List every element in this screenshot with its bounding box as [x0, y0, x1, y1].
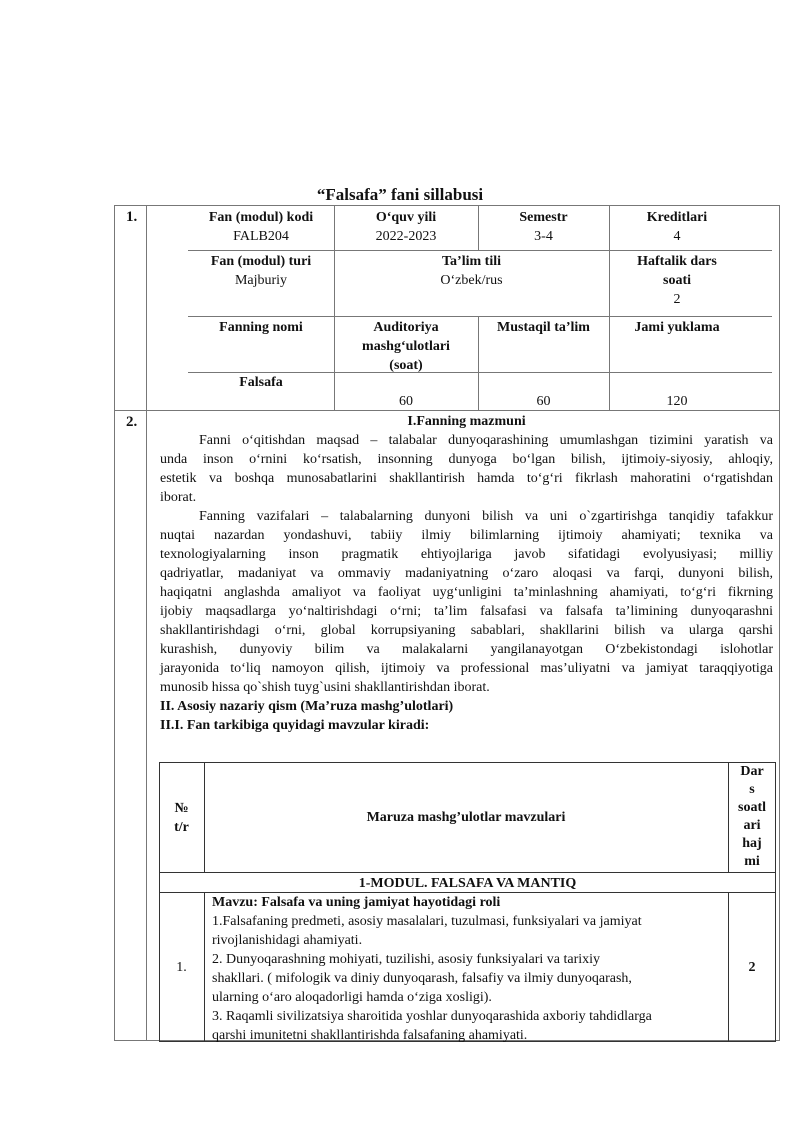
- column-header-number: № t/r: [174, 801, 189, 835]
- document-title: “Falsafa” fani sillabusi: [316, 185, 484, 204]
- tasks-paragraph: Fanning vazifalari – talabalarning dunyoni bilish va uni o`zgartirishga tanqidiy tafakkur nuqtai nazardan yondashuvi, tabiiy ilmiy bilimlarning ijtimoiy ahamiyati; texnika va texnologiyalarning inson pragmatik ehtiyojlariga javob sifatidagi evolyusiyasi; milliy qadriyatlar, madaniyat va ommaviy madaniyatning o‘zaro aloqasi va farqi, dunyoni bilish, haqiqatni anglashda amaliyot va faoliyat uyg‘unligini ta’minlashning ahamiyati, to‘g‘ri fikrning ijobiy maqsadlarga yo‘naltirishdagi o‘rni; ta’lim falsafasi va falsafa ta’limining dunyoqarashni shakllantirishdagi o‘rni, global korrupsiyaning sabablari, shakllarini bilish va ularga qarshi kurashish, dunyoviy bilim va malakalarni yangilanayotgan O‘zbekistondagi islohotlar jarayonida to‘liq namoyon qilish, ijtimoiy va professional mas’uliyatni va jamiyat taraqqiyotiga munosib hissa qo`shish tuyg`usini shakllantirishdan iborat.: [160, 509, 773, 695]
- column-header-hours: Dar s soatl ari haj mi: [738, 764, 766, 869]
- topic-title: Mavzu: Falsafa va uning jamiyat hayotidagi roli: [212, 895, 501, 910]
- type-cell: [188, 252, 334, 290]
- topic-hours: 2: [748, 960, 756, 975]
- weekly-hours-label: Haftalik dars: [637, 254, 717, 269]
- number-column-divider: [146, 205, 147, 1041]
- topics-subheading: II.I. Fan tarkibiga quyidagi mavzular kiradi:: [160, 718, 430, 733]
- auditorium-value: 60: [399, 394, 413, 409]
- module-title: 1-MODUL. FALSAFA VA MANTIQ: [358, 876, 577, 891]
- section-2-number: 2.: [126, 414, 138, 430]
- code-value: FALB204: [233, 229, 289, 244]
- column-header-topic: Maruza mashg’ulotlar mavzulari: [366, 810, 566, 825]
- subject-name-header: Fanning nomi: [219, 320, 303, 335]
- topic-content: Mavzu: Falsafa va uning jamiyat hayotidagi roli 1.Falsafaning predmeti, asosiy masalalari, tuzulmasi, funksiyalari va jamiyat rivojlanishidagi ahamiyati. 2. Dunyoqarashning mohiyati, tuzilishi, asosiy funksiyalari va tarixiy shakllari. ( mifologik va diniy dunyoqarash, falsafiy va ilmiy dunyoqarash, ularning o‘aro aloqadorligi hamda o‘ziga xosligi). 3. Raqamli sivilizatsiya sharoitida yoshlar dunyoqarashida axboriy tahdidlarga qarshi imunitetni shakllantirishda falsafaning ahamiyati.: [212, 893, 726, 1045]
- year-value: 2022-2023: [375, 229, 437, 244]
- auditorium-header: Auditoriya mashg‘ulotlari (soat): [362, 320, 450, 373]
- semester-cell: [478, 208, 609, 246]
- content-heading: I.Fanning mazmuni: [407, 414, 526, 429]
- code-label: Fan (modul) kodi: [208, 210, 314, 225]
- year-cell: [334, 208, 478, 246]
- language-cell: [334, 252, 609, 290]
- section-1-number: 1.: [126, 209, 138, 225]
- semester-label: Semestr: [519, 210, 568, 225]
- theory-subheading: II. Asosiy nazariy qism (Ma’ruza mashg’ulotlari): [160, 699, 454, 714]
- total-load-header: Jami yuklama: [634, 320, 720, 335]
- weekly-hours-value: 2: [673, 292, 681, 307]
- purpose-paragraph: Fanni o‘qitishdan maqsad – talabalar dunyoqarashining umumlashgan tizimini yaratish va unda inson o‘rnini ko‘rsatish, insonning dunyoga bo‘lgan bilish, ijtimoiy-siyosiy, ahloqiy, estetik va boshqa munosabatlarini shakllantirish hamda to‘g‘ri fikrlash mahoratini o‘rgatishdan iborat.: [160, 433, 773, 505]
- credits-value: 4: [673, 229, 681, 244]
- weekly-hours-cell: [609, 252, 745, 309]
- independent-study-value: 60: [536, 394, 551, 409]
- credits-label: Kreditlari: [646, 210, 708, 225]
- independent-study-header: Mustaqil ta’lim: [497, 320, 590, 335]
- year-label: O‘quv yili: [375, 210, 437, 225]
- language-label: Ta’lim tili: [442, 254, 501, 269]
- subject-name-value: Falsafa: [239, 375, 283, 390]
- type-label: Fan (modul) turi: [210, 254, 312, 269]
- table-divider: [159, 872, 776, 873]
- grid-divider: [188, 250, 772, 251]
- credits-cell: [609, 208, 745, 246]
- table-divider: [204, 892, 205, 1042]
- type-value: Majburiy: [234, 273, 288, 288]
- weekly-hours-label: soati: [663, 273, 691, 288]
- topic-number: 1.: [176, 960, 187, 975]
- semester-value: 3-4: [534, 229, 553, 244]
- language-value: O‘zbek/rus: [440, 273, 503, 288]
- total-load-value: 120: [666, 394, 688, 409]
- grid-divider: [188, 316, 772, 317]
- code-cell: [188, 208, 334, 246]
